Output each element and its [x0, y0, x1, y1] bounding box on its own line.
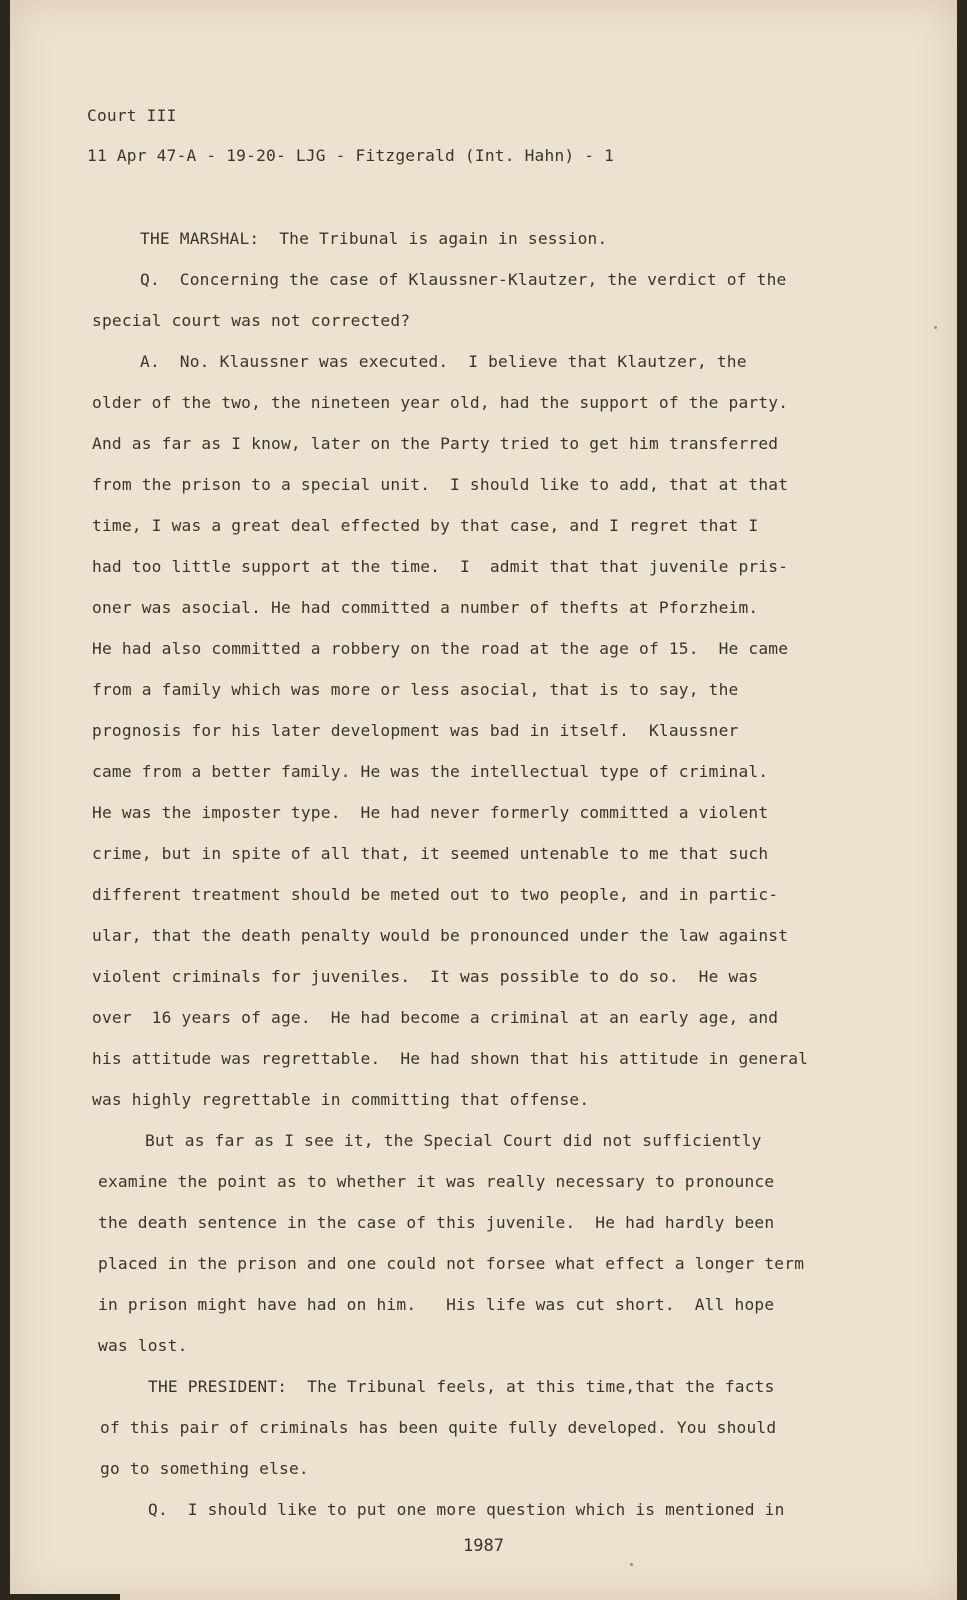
transcript-line: of this pair of criminals has been quite fully developed. You should: [100, 1418, 777, 1437]
transcript-line: in prison might have had on him. His life was cut short. All hope: [98, 1295, 775, 1314]
transcript-line: violent criminals for juveniles. It was possible to do so. He was: [92, 967, 759, 986]
transcript-line: time, I was a great deal effected by that case, and I regret that I: [92, 516, 759, 535]
transcript-line: And as far as I know, later on the Party tried to get him transferred: [92, 434, 779, 453]
transcript-line: older of the two, the nineteen year old, had the support of the party.: [92, 393, 789, 412]
court-heading: Court III: [87, 106, 177, 125]
page-number: 1987: [463, 1536, 504, 1556]
transcript-reference: 11 Apr 47-A - 19-20- LJG - Fitzgerald (Int. Hahn) - 1: [87, 146, 615, 165]
transcript-line: his attitude was regrettable. He had shown that his attitude in general: [92, 1049, 809, 1068]
transcript-line: THE PRESIDENT: The Tribunal feels, at this time,that the facts: [148, 1377, 775, 1396]
document-page: [10, 0, 957, 1600]
transcript-line: But as far as I see it, the Special Court did not sufficiently: [145, 1131, 762, 1150]
transcript-line: special court was not corrected?: [92, 311, 411, 330]
transcript-line: was lost.: [98, 1336, 188, 1355]
transcript-line: was highly regrettable in committing that offense.: [92, 1090, 590, 1109]
transcript-line: He was the imposter type. He had never formerly committed a violent: [92, 803, 769, 822]
transcript-line: prognosis for his later development was bad in itself. Klaussner: [92, 721, 739, 740]
transcript-line: over 16 years of age. He had become a criminal at an early age, and: [92, 1008, 779, 1027]
transcript-line: Q. Concerning the case of Klaussner-Klautzer, the verdict of the: [140, 270, 787, 289]
paper-speck: [630, 1563, 633, 1566]
transcript-line: oner was asocial. He had committed a number of thefts at Pforzheim.: [92, 598, 759, 617]
transcript-line: came from a better family. He was the intellectual type of criminal.: [92, 762, 769, 781]
transcript-line: different treatment should be meted out to two people, and in partic-: [92, 885, 779, 904]
transcript-line: go to something else.: [100, 1459, 309, 1478]
transcript-line: He had also committed a robbery on the road at the age of 15. He came: [92, 639, 789, 658]
transcript-line: examine the point as to whether it was really necessary to pronounce: [98, 1172, 775, 1191]
transcript-line: the death sentence in the case of this juvenile. He had hardly been: [98, 1213, 775, 1232]
transcript-line: from a family which was more or less asocial, that is to say, the: [92, 680, 739, 699]
transcript-line: from the prison to a special unit. I should like to add, that at that: [92, 475, 789, 494]
transcript-line: THE MARSHAL: The Tribunal is again in session.: [140, 229, 608, 248]
transcript-line: placed in the prison and one could not forsee what effect a longer term: [98, 1254, 805, 1273]
transcript-line: Q. I should like to put one more question which is mentioned in: [148, 1500, 785, 1519]
transcript-line: ular, that the death penalty would be pronounced under the law against: [92, 926, 789, 945]
transcript-line: A. No. Klaussner was executed. I believe that Klautzer, the: [140, 352, 747, 371]
paper-speck: [934, 326, 937, 329]
transcript-line: had too little support at the time. I admit that that juvenile pris-: [92, 557, 789, 576]
scan-edge: [0, 1594, 120, 1600]
transcript-line: crime, but in spite of all that, it seemed untenable to me that such: [92, 844, 769, 863]
